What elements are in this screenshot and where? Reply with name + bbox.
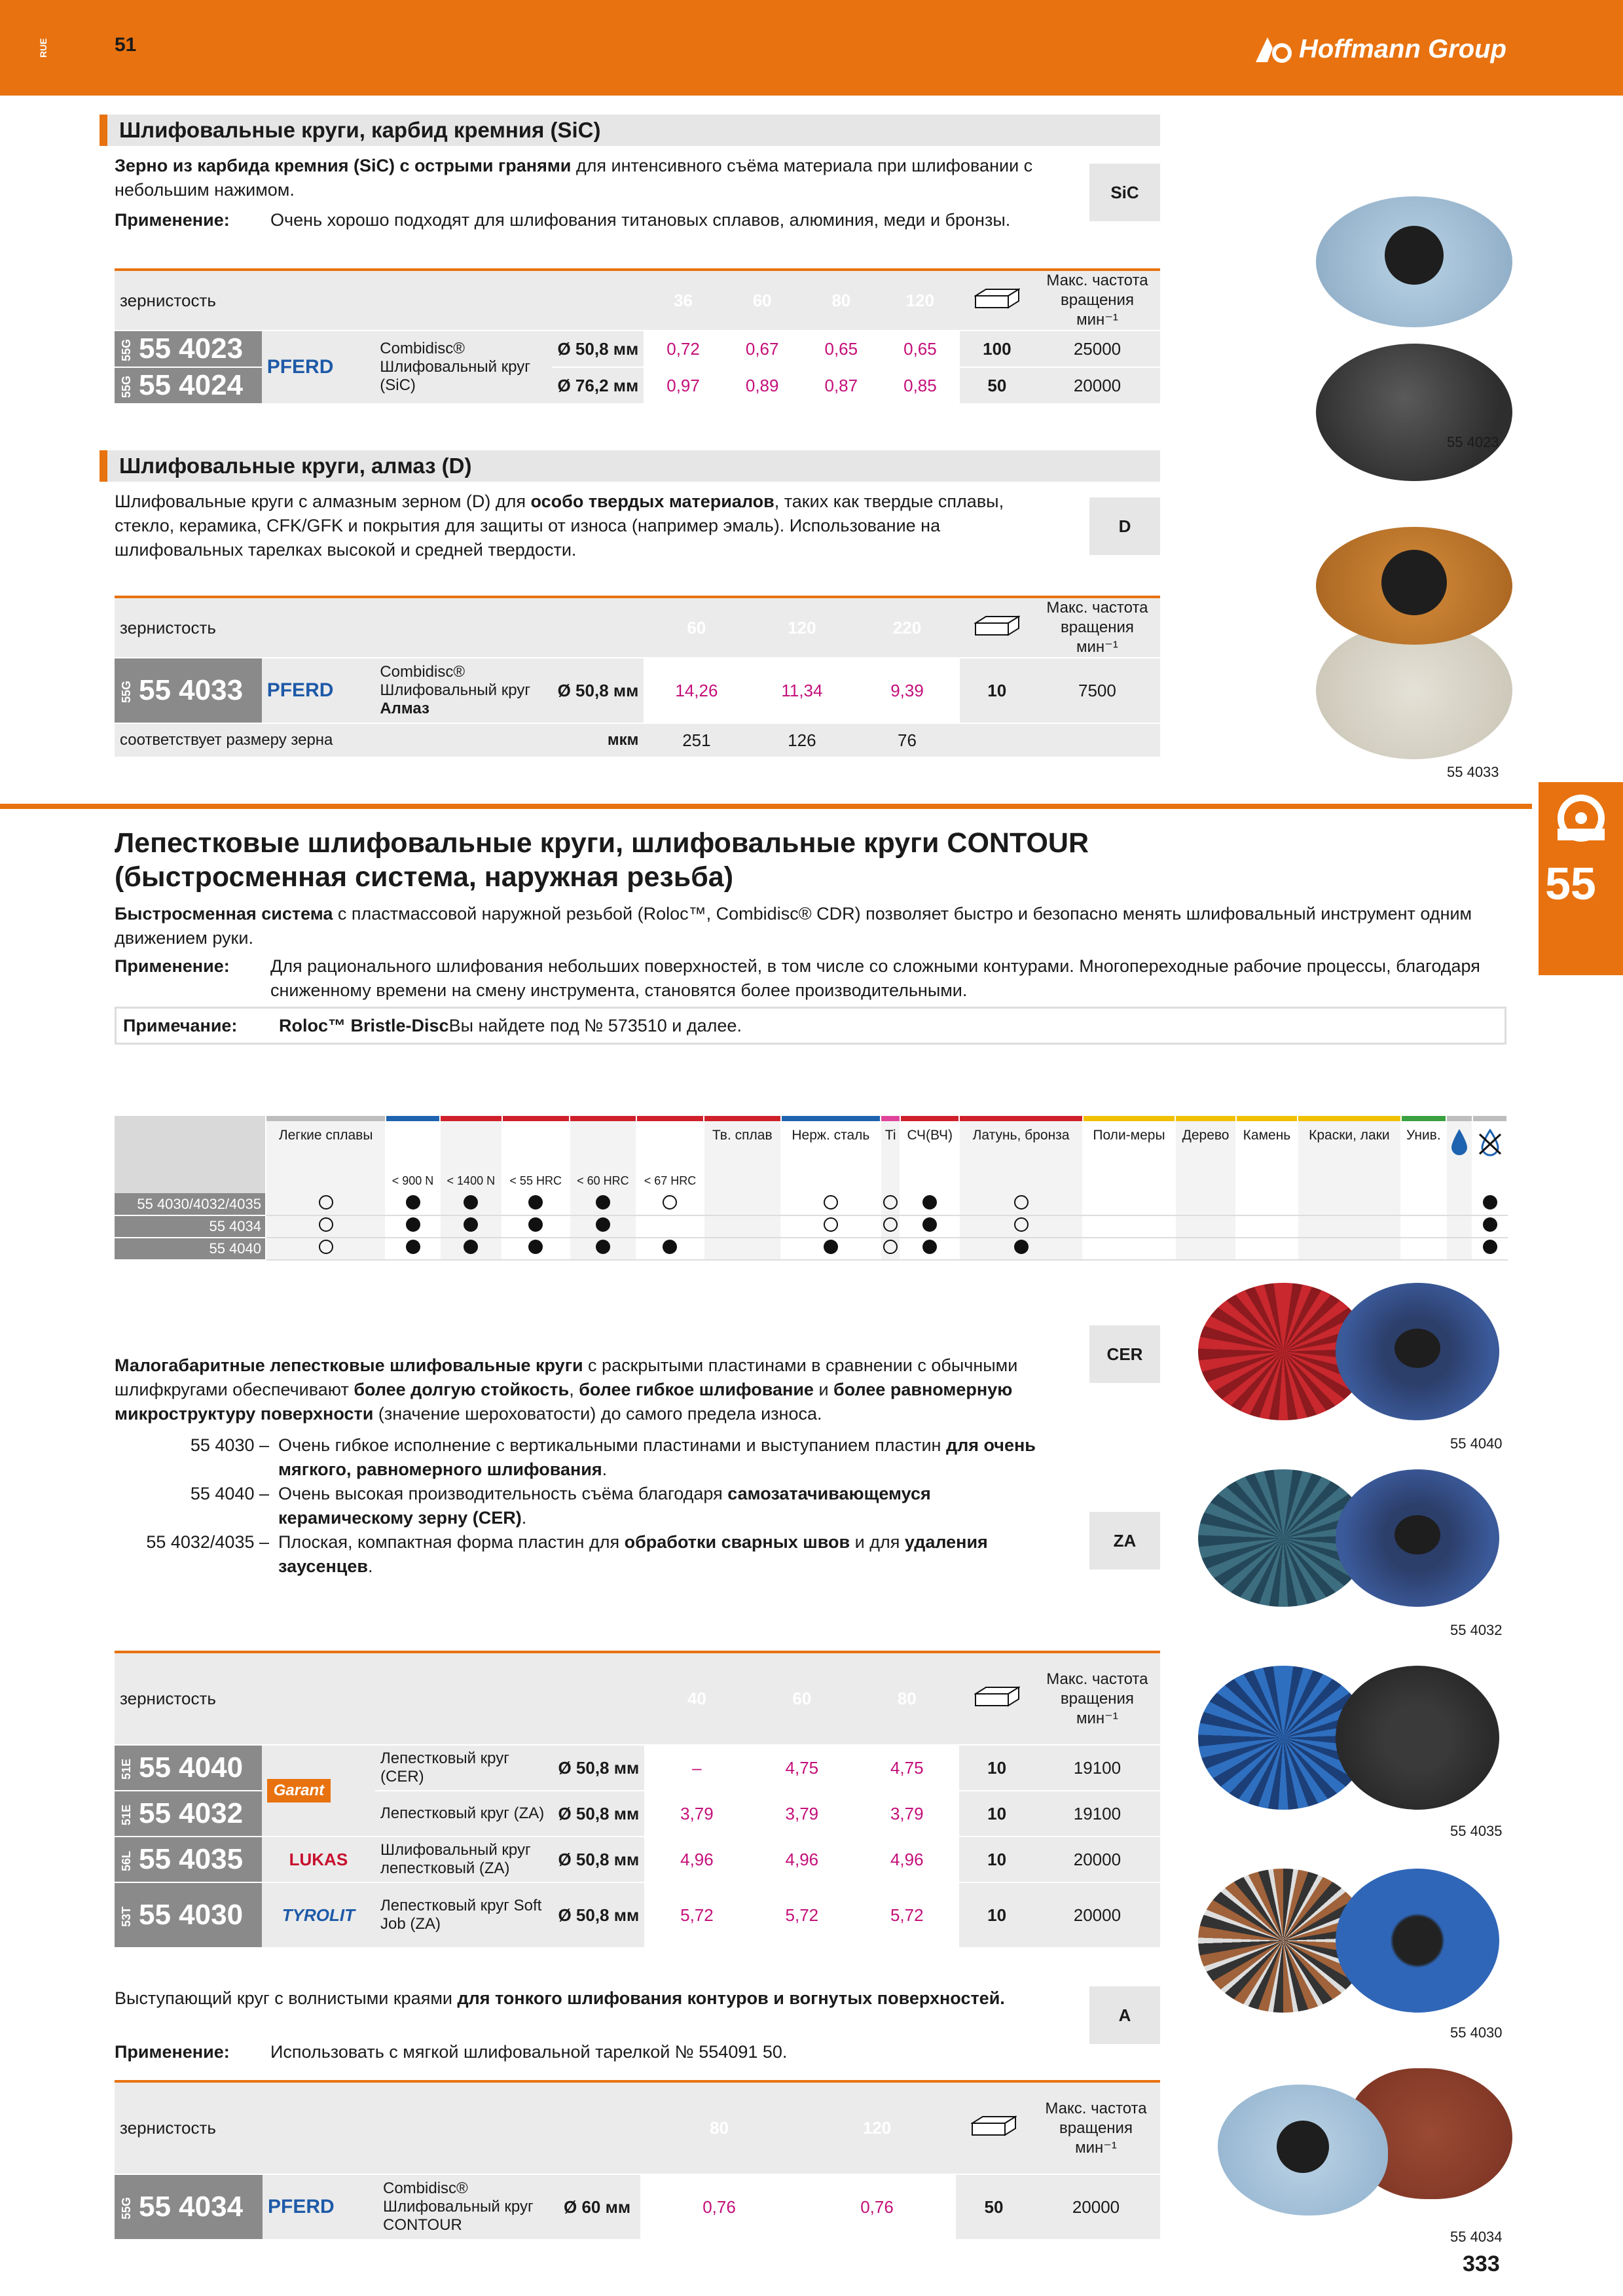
grit-col: 120 (798, 2083, 956, 2174)
price: 4,75 (854, 1745, 959, 1791)
dry-grinding-icon (1477, 1128, 1503, 1157)
filled-dot-icon (596, 1195, 610, 1210)
material-color-bar (266, 1116, 386, 1121)
material-header: Камень (1236, 1121, 1298, 1193)
product-desc: Combidisc® Шлифовальный круг CONTOUR (378, 2174, 558, 2240)
filled-dot-icon (1483, 1217, 1497, 1232)
label-col-header (115, 1121, 266, 1193)
grit-col: 80 (640, 2083, 798, 2174)
logo-text: Hoffmann Group (1298, 34, 1506, 63)
price: 3,79 (750, 1791, 854, 1837)
material-header: Дерево (1175, 1121, 1236, 1193)
material-header: < 900 N (386, 1121, 440, 1193)
empty-dot-icon (319, 1217, 333, 1232)
material-color-bar (1298, 1116, 1401, 1121)
grit-label: зернистость (115, 2083, 640, 2174)
price: 0,76 (640, 2174, 798, 2240)
brand-pferd: PFERD (262, 658, 375, 723)
suitability-cell (1175, 1238, 1236, 1260)
grit-label: зернистость (115, 1653, 644, 1745)
suitability-cell (1236, 1215, 1298, 1238)
material-color-bar (1472, 1116, 1507, 1121)
diameter: Ø 50,8 мм (553, 658, 644, 723)
pack-qty: 10 (960, 658, 1034, 723)
grain-size: 76 (854, 723, 959, 757)
filled-dot-icon (922, 1195, 937, 1210)
suitability-cell (1298, 1238, 1401, 1260)
diameter: Ø 60 мм (558, 2174, 640, 2240)
tag-a: A (1089, 1986, 1160, 2044)
suitability-cell (570, 1238, 637, 1260)
price: 0,85 (881, 367, 960, 404)
tag-sic: SiC (1089, 164, 1160, 221)
price: 4,96 (854, 1837, 959, 1882)
product-desc: Combidisc® Шлифовальный круг Алмаз (374, 658, 552, 723)
contour-description: Выступающий круг с волнистыми краями для тонкого шлифования контуров и вогнутых поверхностей. (115, 1988, 1005, 2008)
brand-pferd: PFERD (262, 331, 375, 404)
grit-col: 120 (881, 271, 960, 331)
grinding-disc-icon (1555, 792, 1607, 844)
suitability-cell (900, 1238, 959, 1260)
material-header: < 1400 N (440, 1121, 502, 1193)
material-color-bar (570, 1116, 637, 1121)
material-color-bar (781, 1116, 881, 1121)
material-row-label: 55 4040 (115, 1238, 266, 1260)
pack-icon (959, 1653, 1034, 1745)
suitability-cell (704, 1215, 781, 1238)
material-header: Поли-меры (1083, 1121, 1175, 1193)
suitability-cell (1083, 1193, 1175, 1215)
material-color-bar (1083, 1116, 1175, 1121)
filled-dot-icon (922, 1217, 937, 1232)
diameter: Ø 50,8 мм (553, 1745, 644, 1791)
suitability-cell (440, 1193, 502, 1215)
max-speed: 20000 (1034, 367, 1160, 404)
empty-dot-icon (824, 1217, 838, 1232)
image-caption: 55 4023 (1447, 434, 1499, 450)
filled-dot-icon (596, 1217, 610, 1232)
filled-dot-icon (1483, 1195, 1497, 1210)
material-color-bar (959, 1116, 1083, 1121)
filled-dot-icon (406, 1217, 420, 1232)
grit-col: 80 (801, 271, 881, 331)
speed-header: Макс. частота вращения мин⁻¹ (1034, 1653, 1160, 1745)
article-number: 56L 55 4035 (115, 1837, 262, 1882)
article-number: 53T 55 4030 (115, 1882, 262, 1948)
suitability-cell (440, 1238, 502, 1260)
grit-label: зернистость (115, 598, 644, 658)
pack-qty: 10 (959, 1837, 1034, 1882)
product-desc: Лепестковый круг (ZA) (375, 1791, 553, 1837)
filled-dot-icon (596, 1240, 610, 1254)
grain-size-unit: мкм (553, 723, 644, 757)
hoffmann-logo (1253, 33, 1506, 65)
app-text: Очень хорошо подходят для шлифования титановых сплавов, алюминия, меди и бронзы. (270, 210, 1011, 230)
material-header: < 67 HRC (636, 1121, 704, 1193)
empty-dot-icon (824, 1195, 838, 1210)
material-row-label: 55 4034 (115, 1215, 266, 1238)
material-header: Латунь, бронза (959, 1121, 1083, 1193)
diamond-intro: Шлифовальные круги с алмазным зерном (D) для особо твердых материалов, таких как твердые сплавы, стекло, керамика, CFK/GFK и покрытия для защиты от износа (например эмаль). Использование на шлифовальных тарелках высокой и средней твердости. (115, 492, 1004, 560)
suitability-cell (1446, 1215, 1472, 1238)
suitability-cell (959, 1215, 1083, 1238)
suitability-cell (881, 1238, 900, 1260)
brand-pferd: PFERD (263, 2174, 378, 2240)
article-number: 55G 55 4023 (115, 331, 262, 367)
suitability-cell (1472, 1238, 1507, 1260)
max-speed: 19100 (1034, 1745, 1160, 1791)
suitability-cell (781, 1215, 881, 1238)
material-suitability-table (115, 1116, 1508, 1261)
page-number-bottom: 333 (1463, 2251, 1500, 2276)
brand-lukas: LUKAS (262, 1837, 375, 1882)
filled-dot-icon (663, 1240, 677, 1254)
suitability-cell (781, 1193, 881, 1215)
image-caption: 55 4030 (1450, 2024, 1503, 2041)
pack-icon (960, 598, 1034, 658)
suitability-cell (704, 1193, 781, 1215)
price: 14,26 (644, 658, 749, 723)
suitability-cell (1083, 1238, 1175, 1260)
section-title-text: Шлифовальные круги, карбид кремния (SiC) (119, 118, 601, 142)
price: 0,65 (881, 331, 960, 367)
material-header: Нерж. сталь (781, 1121, 881, 1193)
pack-icon (960, 271, 1034, 331)
suitability-cell (1236, 1193, 1298, 1215)
suitability-cell (704, 1238, 781, 1260)
filled-dot-icon (1014, 1240, 1029, 1254)
variant-item: 55 4040 – Очень высокая производительность съёма благодаря самозатачивающемуся керамическому зерну (CER). (190, 1484, 931, 1528)
grit-col: 36 (644, 271, 723, 331)
material-header: Ti (881, 1121, 900, 1193)
price: 0,89 (723, 367, 802, 404)
suitability-cell (1298, 1215, 1401, 1238)
product-desc: Лепестковый круг Soft Job (ZA) (375, 1882, 553, 1948)
suitability-cell (881, 1215, 900, 1238)
grit-col: 60 (750, 1653, 854, 1745)
product-desc: Шлифовальный круг лепестковый (ZA) (375, 1837, 553, 1882)
max-speed: 20000 (1034, 1882, 1160, 1948)
material-color-bar (1446, 1116, 1472, 1121)
grain-size: 126 (749, 723, 854, 757)
suitability-cell (266, 1193, 386, 1215)
suitability-cell (266, 1215, 386, 1238)
material-row-label: 55 4030/4032/4035 (115, 1193, 266, 1215)
suitability-cell (1446, 1193, 1472, 1215)
grain-size: 251 (644, 723, 749, 757)
sic-product-table (115, 271, 1160, 404)
section-title-sic (100, 115, 1160, 146)
empty-dot-icon (883, 1240, 898, 1254)
suitability-cell (1401, 1215, 1446, 1238)
suitability-cell (781, 1238, 881, 1260)
flap-intro: Быстросменная система с пластмассовой наружной резьбой (Roloc™, Combidisc® CDR) позволяет быстро и безопасно менять шлифовальный инструмент одним движением руки. (115, 904, 1472, 948)
image-caption: 55 4032 (1450, 1622, 1503, 1638)
material-row (115, 1238, 1507, 1260)
filled-dot-icon (464, 1217, 478, 1232)
empty-dot-icon (663, 1195, 677, 1210)
article-number: 55G 55 4024 (115, 367, 262, 404)
price: 0,87 (801, 367, 881, 404)
grain-size-label: соответствует размеру зерна (115, 723, 553, 757)
sic-intro-bold: Зерно из карбида кремния (SiC) с острыми гранями (115, 156, 572, 175)
max-speed: 20000 (1032, 2174, 1160, 2240)
price: 4,96 (750, 1837, 854, 1882)
pack-icon (956, 2083, 1032, 2174)
image-caption: 55 4040 (1450, 1435, 1503, 1452)
material-header: Унив. (1401, 1121, 1446, 1193)
material-color-bar (502, 1116, 570, 1121)
filled-dot-icon (922, 1240, 937, 1254)
suitability-cell (1401, 1238, 1446, 1260)
variant-item: 55 4030 – Очень гибкое исполнение с вертикальными пластинами и выступанием пластин для очень мягкого, равномерного шлифования. (190, 1435, 1036, 1479)
side-code: RUE (38, 38, 48, 58)
suitability-cell (636, 1193, 704, 1215)
empty-dot-icon (319, 1240, 333, 1254)
tag-cer: CER (1089, 1325, 1160, 1383)
material-header: < 60 HRC (570, 1121, 637, 1193)
suitability-cell (881, 1193, 900, 1215)
sic-application (115, 208, 1097, 232)
suitability-cell (1236, 1238, 1298, 1260)
speed-header: Макс. частота вращения мин⁻¹ (1034, 598, 1160, 658)
flap-section-title: Лепестковые шлифовальные круги, шлифовальные круги CONTOUR (быстросменная система, наружная резьба) (115, 827, 1089, 893)
pack-qty: 10 (959, 1745, 1034, 1791)
tag-d: D (1089, 497, 1160, 555)
price: 4,96 (644, 1837, 749, 1882)
material-header: < 55 HRC (502, 1121, 570, 1193)
label-col-color (115, 1116, 266, 1121)
diameter: Ø 50,8 мм (552, 331, 644, 367)
suitability-cell (502, 1215, 570, 1238)
flap-description: Малогабаритные лепестковые шлифовальные круги с раскрытыми пластинами в сравнении с обычными шлифкругами обеспечивают более долгую стойкость, более гибкое шлифование и более равномерную микроструктуру поверхности (значение шероховатости) до самого предела износа. (115, 1355, 1018, 1424)
filled-dot-icon (464, 1195, 478, 1210)
price: 3,79 (854, 1791, 959, 1837)
material-header (1472, 1121, 1507, 1193)
material-color-bar (704, 1116, 781, 1121)
empty-dot-icon (883, 1217, 898, 1232)
suitability-cell (1298, 1193, 1401, 1215)
max-speed: 19100 (1034, 1791, 1160, 1837)
speed-header: Макс. частота вращения мин⁻¹ (1034, 271, 1160, 331)
material-header (1446, 1121, 1472, 1193)
page-number-top: 51 (115, 34, 137, 56)
grit-col: 60 (723, 271, 802, 331)
price: 0,76 (798, 2174, 956, 2240)
grit-col: 120 (749, 598, 854, 658)
suitability-cell (900, 1215, 959, 1238)
article-number: 51E 55 4040 (115, 1745, 262, 1791)
tag-za: ZA (1089, 1512, 1160, 1570)
pack-qty: 10 (959, 1882, 1034, 1948)
diameter: Ø 76,2 мм (552, 367, 644, 404)
flap-product-table (115, 1653, 1160, 1948)
filled-dot-icon (464, 1240, 478, 1254)
filled-dot-icon (1483, 1240, 1497, 1254)
article-number: 55G 55 4034 (115, 2174, 263, 2240)
section-title-diamond (100, 450, 1160, 482)
material-header: СЧ(ВЧ) (900, 1121, 959, 1193)
material-header: Легкие сплавы (266, 1121, 386, 1193)
material-color-bar (386, 1116, 440, 1121)
suitability-cell (386, 1215, 440, 1238)
suitability-cell (1472, 1193, 1507, 1215)
material-color-bar (881, 1116, 900, 1121)
price: 5,72 (750, 1882, 854, 1948)
suitability-cell (386, 1238, 440, 1260)
suitability-cell (1083, 1215, 1175, 1238)
empty-dot-icon (319, 1195, 333, 1210)
suitability-cell (570, 1193, 637, 1215)
chapter-number: 55 (1545, 858, 1596, 909)
suitability-cell (1472, 1215, 1507, 1238)
suitability-cell (386, 1193, 440, 1215)
max-speed: 25000 (1034, 331, 1160, 367)
price: 0,97 (644, 367, 723, 404)
brand-tyrolit: TYROLIT (262, 1882, 375, 1948)
filled-dot-icon (528, 1240, 543, 1254)
suitability-cell (570, 1215, 637, 1238)
price: 4,75 (750, 1745, 854, 1791)
material-color-bar (900, 1116, 959, 1121)
price: 3,79 (644, 1791, 749, 1837)
diameter: Ø 50,8 мм (553, 1837, 644, 1882)
brand-garant: Garant (262, 1745, 375, 1837)
material-header: Тв. сплав (704, 1121, 781, 1193)
suitability-cell (502, 1193, 570, 1215)
filled-dot-icon (528, 1195, 543, 1210)
suitability-cell (636, 1238, 704, 1260)
suitability-cell (1401, 1193, 1446, 1215)
grit-col: 60 (644, 598, 749, 658)
suitability-cell (1175, 1215, 1236, 1238)
grit-col: 220 (854, 598, 959, 658)
sic-intro-text: для интенсивного съёма материала при шлифовании с небольшим нажимом. (115, 156, 1033, 200)
material-color-bar (1401, 1116, 1446, 1121)
material-row (115, 1215, 1507, 1238)
empty-dot-icon (883, 1195, 898, 1210)
suitability-cell (1446, 1238, 1472, 1260)
price: 0,65 (801, 331, 881, 367)
suitability-cell (959, 1193, 1083, 1215)
max-speed: 7500 (1034, 658, 1160, 723)
material-header: Краски, лаки (1298, 1121, 1401, 1193)
wet-grinding-icon (1450, 1128, 1469, 1157)
hoffmann-logo-icon (1253, 35, 1292, 63)
sic-intro (115, 154, 1038, 202)
diameter: Ø 50,8 мм (553, 1882, 644, 1948)
price: 5,72 (854, 1882, 959, 1948)
suitability-cell (900, 1193, 959, 1215)
material-color-bar (1175, 1116, 1236, 1121)
suitability-cell (959, 1238, 1083, 1260)
price: 9,39 (854, 658, 959, 723)
price: 0,72 (644, 331, 723, 367)
note-box: Примечание: Roloc™ Bristle-Disc Вы найдете под № 573510 и далее. (115, 1007, 1506, 1045)
empty-dot-icon (1014, 1217, 1029, 1232)
suitability-cell (440, 1215, 502, 1238)
filled-dot-icon (824, 1240, 838, 1254)
product-desc: Лепестковый круг (CER) (375, 1745, 553, 1791)
max-speed: 20000 (1034, 1837, 1160, 1882)
suitability-cell (636, 1215, 704, 1238)
article-number: 51E 55 4032 (115, 1791, 262, 1837)
pack-qty: 50 (960, 367, 1034, 404)
image-caption: 55 4033 (1447, 764, 1499, 780)
material-color-bar (1236, 1116, 1298, 1121)
filled-dot-icon (528, 1217, 543, 1232)
price: 11,34 (749, 658, 854, 723)
variant-item: 55 4032/4035 – Плоская, компактная форма пластин для обработки сварных швов и для удаления заусенцев. (146, 1532, 988, 1576)
filled-dot-icon (406, 1195, 420, 1210)
grit-col: 40 (644, 1653, 749, 1745)
grit-label: зернистость (115, 271, 644, 331)
filled-dot-icon (406, 1240, 420, 1254)
suitability-cell (266, 1238, 386, 1260)
section-title-text: Шлифовальные круги, алмаз (D) (119, 454, 472, 478)
price: 5,72 (644, 1882, 749, 1948)
price: – (644, 1745, 749, 1791)
contour-product-table (115, 2083, 1160, 2240)
app-label: Применение: (115, 210, 230, 230)
article-number: 55G 55 4033 (115, 658, 262, 723)
image-caption: 55 4034 (1450, 2229, 1503, 2245)
flap-application: Применение: Для рационального шлифования небольших поверхностей, в том числе со сложными контурами. Многопереходные рабочие процессы, благодаря сниженному времени на смену инструмента, становятся более производительными. (115, 956, 1480, 1000)
image-caption: 55 4035 (1450, 1823, 1503, 1839)
pack-qty: 50 (956, 2174, 1032, 2240)
material-color-bar (440, 1116, 502, 1121)
grit-col: 80 (854, 1653, 959, 1745)
price: 0,67 (723, 331, 802, 367)
suitability-cell (502, 1238, 570, 1260)
diameter: Ø 50,8 мм (553, 1791, 644, 1837)
variant-list (115, 1433, 1057, 1579)
empty-dot-icon (1014, 1195, 1029, 1210)
speed-header: Макс. частота вращения мин⁻¹ (1032, 2083, 1160, 2174)
suitability-cell (1175, 1193, 1236, 1215)
pack-qty: 100 (960, 331, 1034, 367)
diamond-product-table (115, 598, 1160, 758)
product-desc: Combidisc® Шлифовальный круг (SiC) (374, 331, 552, 404)
pack-qty: 10 (959, 1791, 1034, 1837)
material-color-bar (636, 1116, 704, 1121)
contour-application: Применение: Использовать с мягкой шлифовальной тарелкой № 554091 50. (115, 2042, 788, 2062)
material-row (115, 1193, 1507, 1215)
